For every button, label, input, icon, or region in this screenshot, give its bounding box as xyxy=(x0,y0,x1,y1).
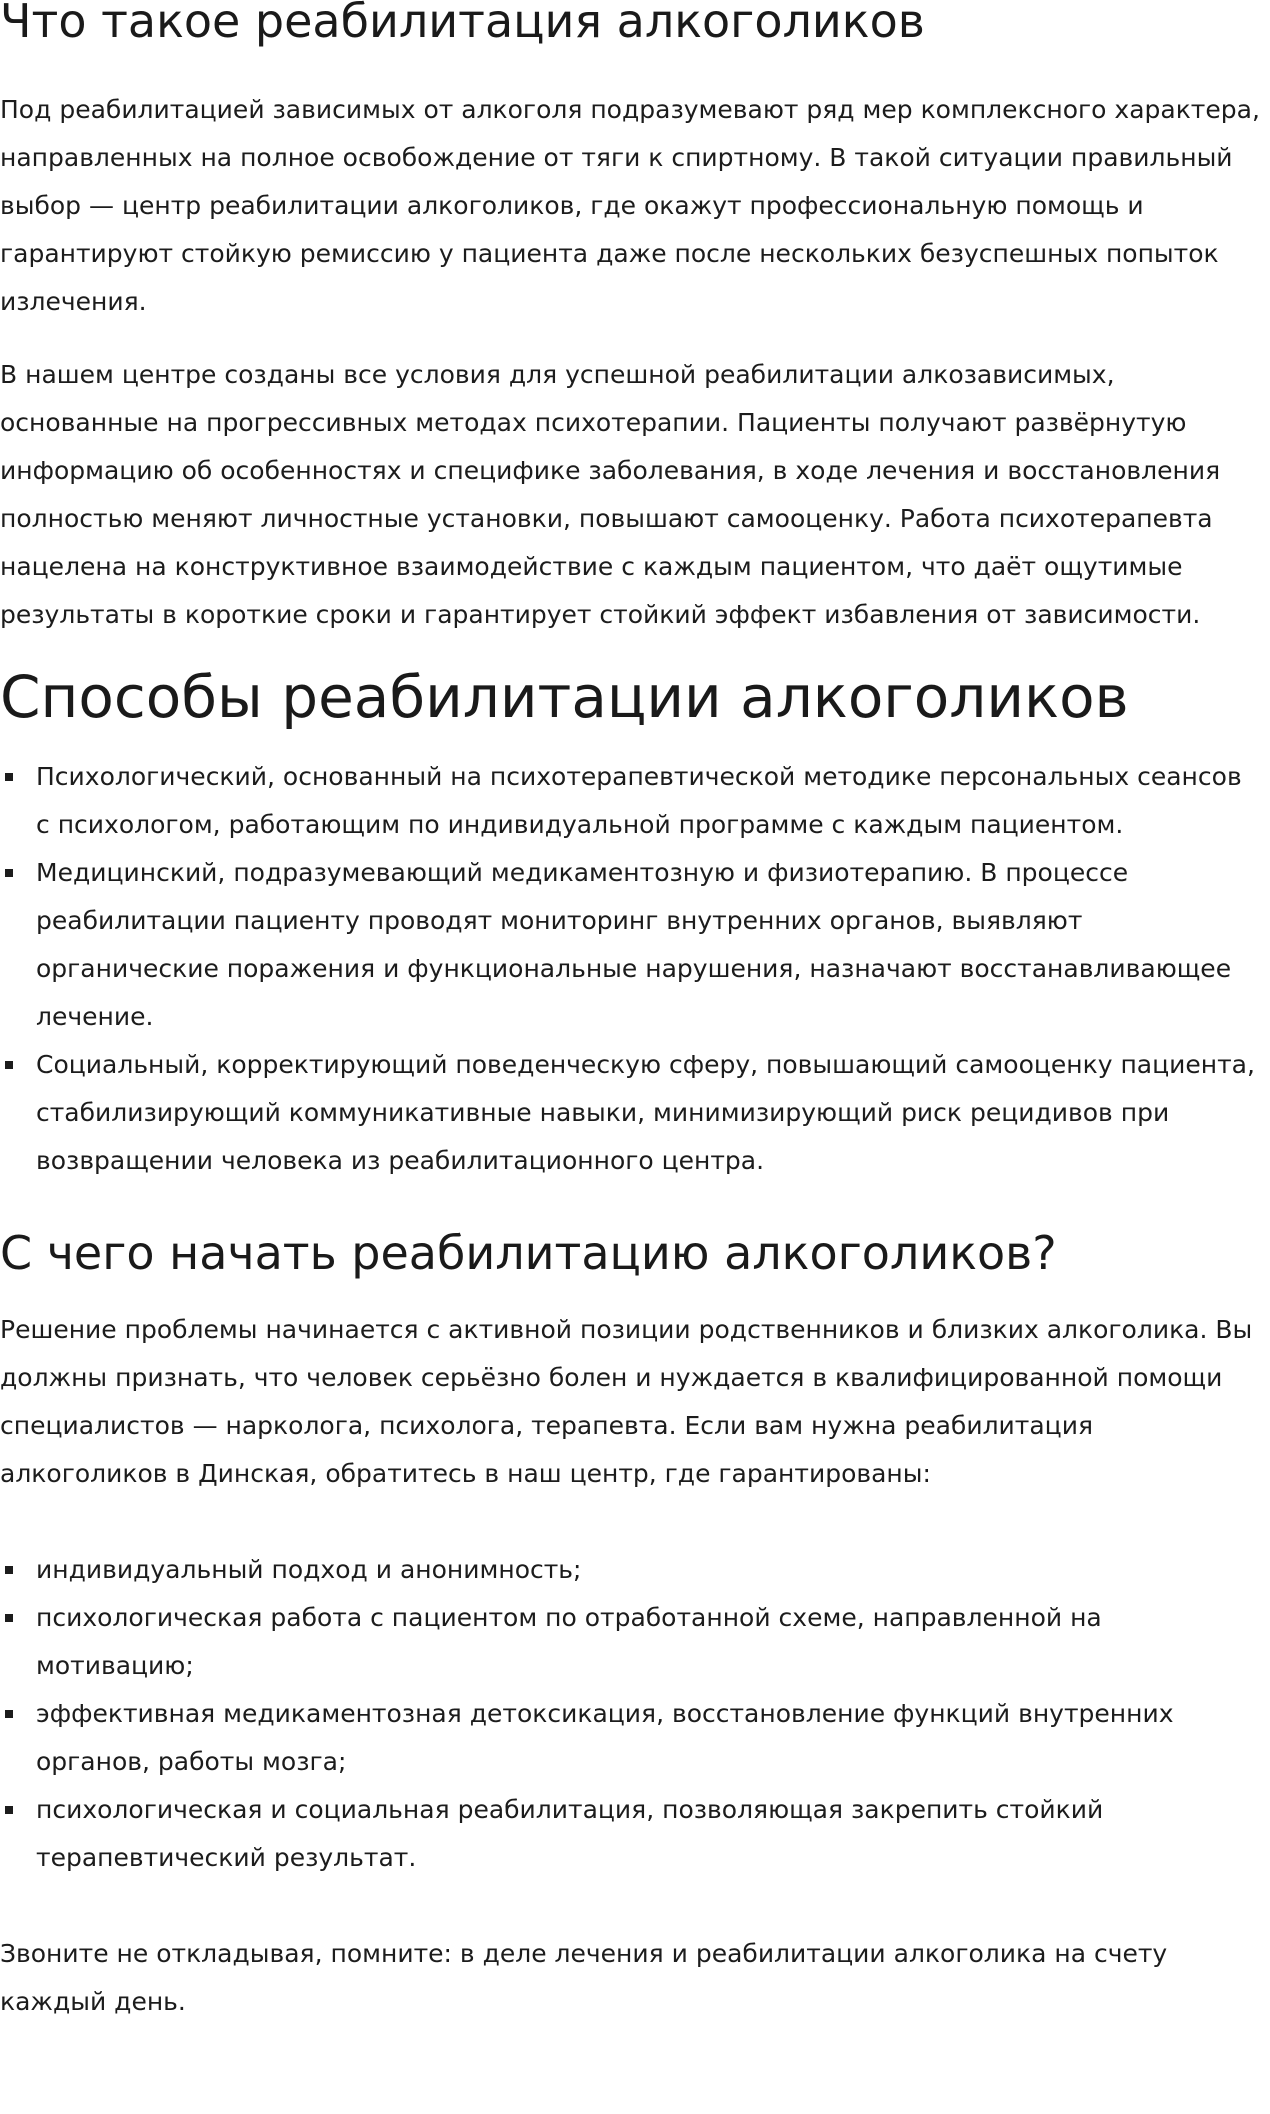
list-item-text: психологическая работа с пациентом по отработанной схеме, направленной на мотивацию; xyxy=(36,1603,1102,1680)
list-item xyxy=(0,1690,1262,1786)
list-item-text: индивидуальный подход и анонимность; xyxy=(36,1555,582,1584)
bullet-icon xyxy=(5,1806,13,1814)
list-item-text: Медицинский, подразумевающий медикаментозную и физиотерапию. В процессе реабилитации пациенту проводят мониторинг внутренних органов, выявляют органические поражения и функциональные нарушения, назначают восстанавливающее лечение. xyxy=(36,858,1232,1031)
bullet-icon xyxy=(5,1614,13,1622)
methods-list xyxy=(0,753,1262,1185)
list-item-text: Психологический, основанный на психотерапевтической методике персональных сеансов с психологом, работающим по индивидуальной программе с каждым пациентом. xyxy=(36,762,1242,839)
start-paragraph: Решение проблемы начинается с активной позиции родственников и близких алкоголика. Вы должны признать, что человек серьёзно болен и нуждается в квалифицированной помощи специалистов — нарколога, психолога, терапевта. Если вам нужна реабилитация алкоголиков в Динская, обратитесь в наш центр, где гарантированы: xyxy=(0,1315,1253,1488)
bullet-icon xyxy=(5,1566,13,1574)
list-item-text: Социальный, корректирующий поведенческую сферу, повышающий самооценку пациента, стабилизирующий коммуникативные навыки, минимизирующий риск рецидивов при возвращении человека из реабилитационного центра. xyxy=(36,1050,1255,1175)
closing-paragraph: Звоните не откладывая, помните: в деле лечения и реабилитации алкоголика на счету каждый день. xyxy=(0,1939,1168,2016)
bullet-icon xyxy=(5,1061,13,1069)
list-item xyxy=(0,849,1262,1041)
list-item xyxy=(0,1546,1262,1594)
bullet-icon xyxy=(5,773,13,781)
bullet-icon xyxy=(5,869,13,877)
list-item xyxy=(0,1041,1262,1185)
list-item-text: эффективная медикаментозная детоксикация, восстановление функций внутренних органов, работы мозга; xyxy=(36,1699,1174,1776)
list-item-text: психологическая и социальная реабилитация, позволяющая закрепить стойкий терапевтический результат. xyxy=(36,1795,1104,1872)
intro-paragraph: Под реабилитацией зависимых от алкоголя подразумевают ряд мер комплексного характера, направленных на полное освобождение от тяги к спиртному. В такой ситуации правильный выбор — центр реабилитации алкоголиков, где окажут профессиональную помощь и гарантируют стойкую ремиссию у пациента даже после нескольких безуспешных попыток излечения. xyxy=(0,95,1260,316)
heading-rehab-methods: Способы реабилитации алкоголиков xyxy=(0,663,1129,731)
heading-what-is-rehab: Что такое реабилитация алкоголиков xyxy=(0,0,925,48)
list-item xyxy=(0,1594,1262,1690)
center-paragraph: В нашем центре созданы все условия для успешной реабилитации алкозависимых, основанные на прогрессивных методах психотерапии. Пациенты получают развёрнутую информацию об особенностях и специфике заболевания, в ходе лечения и восстановления полностью меняют личностные установки, повышают самооценку. Работа психотерапевта нацелена на конструктивное взаимодействие с каждым пациентом, что даёт ощутимые результаты в короткие сроки и гарантирует стойкий эффект избавления от зависимости. xyxy=(0,360,1221,629)
guarantees-list xyxy=(0,1546,1262,1882)
heading-where-to-start: С чего начать реабилитацию алкоголиков? xyxy=(0,1226,1057,1280)
list-item xyxy=(0,753,1262,849)
bullet-icon xyxy=(5,1710,13,1718)
list-item xyxy=(0,1786,1262,1882)
